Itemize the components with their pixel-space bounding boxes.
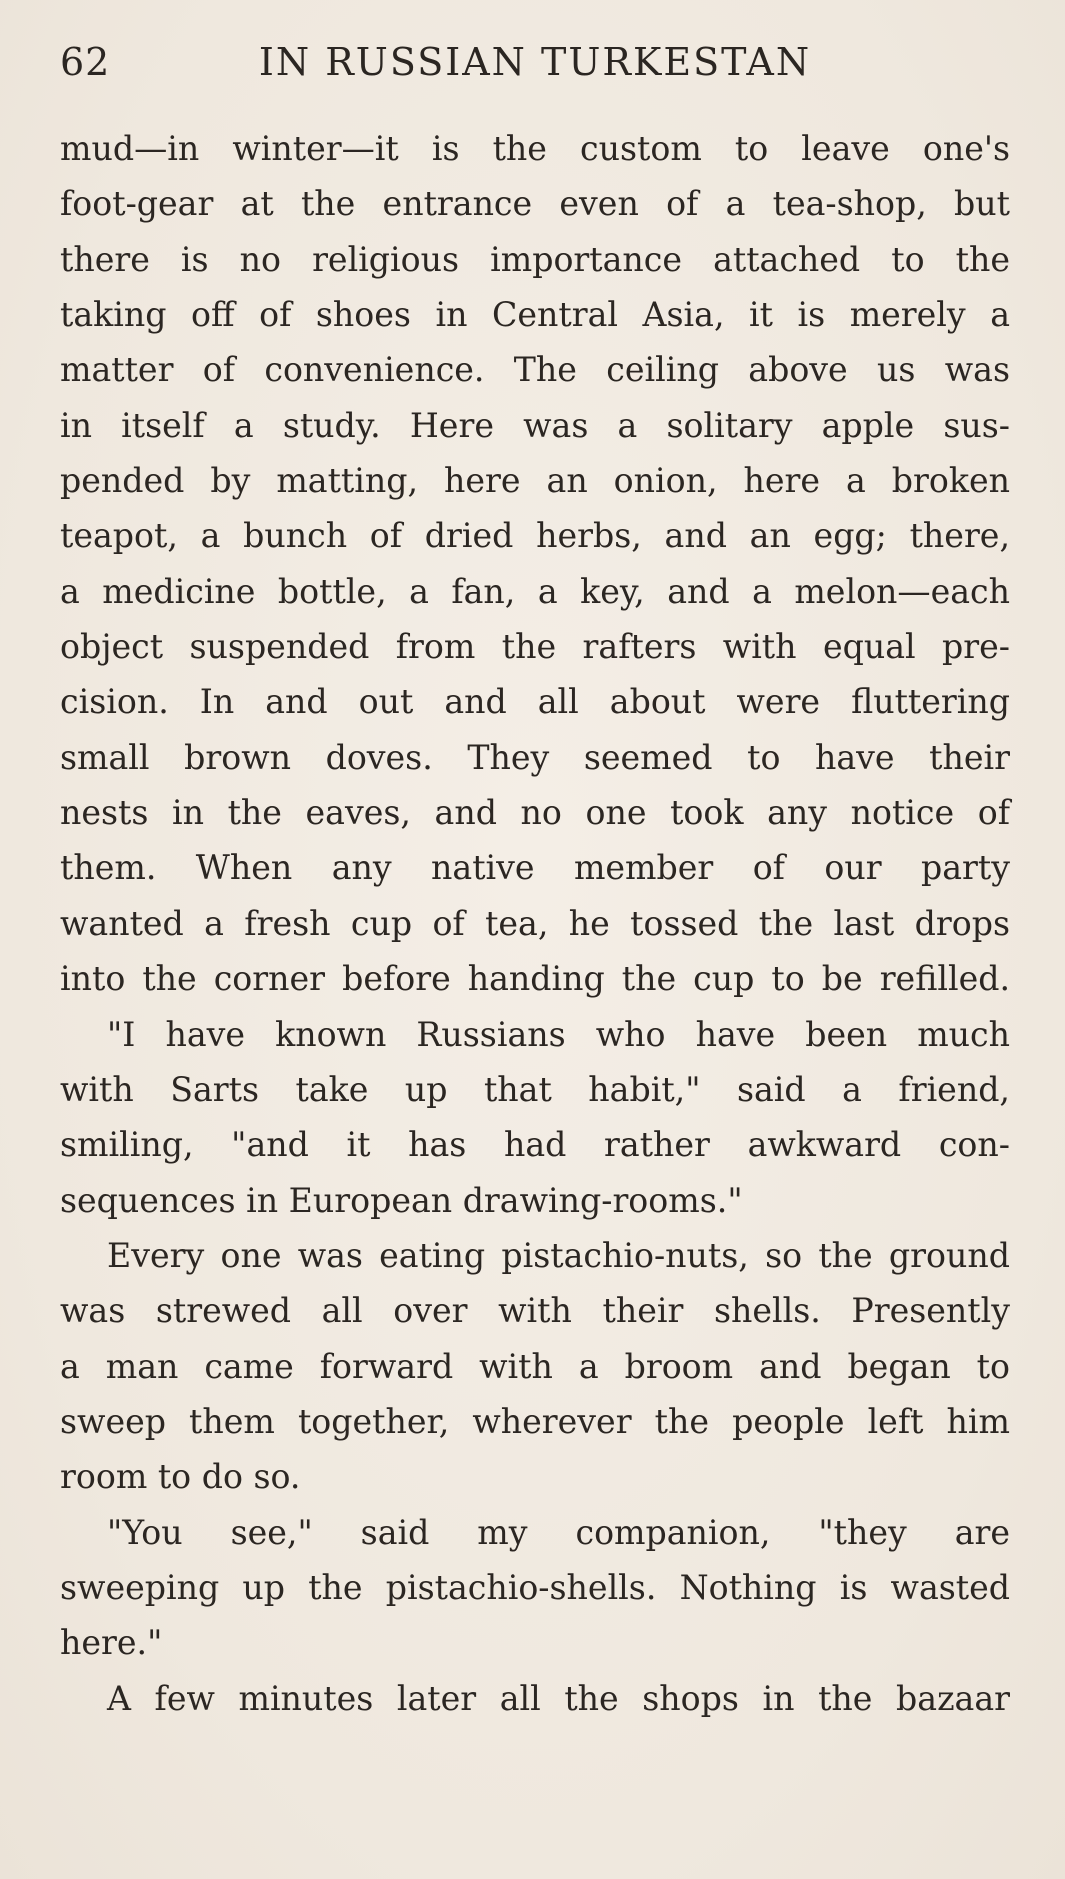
text-line: foot-gear at the entrance even of a tea-shop, but xyxy=(60,184,1010,224)
text-line: here." xyxy=(60,1623,163,1663)
text-line: nests in the eaves, and no one took any notice of xyxy=(60,793,1010,833)
text-line: sequences in European drawing-rooms." xyxy=(60,1180,743,1220)
text-line: A few minutes later all the shops in the bazaar xyxy=(107,1678,1010,1718)
text-line: into the corner before handing the cup to be refilled. xyxy=(60,959,1010,999)
text-line: a man came forward with a broom and began to xyxy=(60,1346,1010,1386)
text-line: "You see," said my companion, "they are xyxy=(107,1512,1010,1552)
text-line: taking off of shoes in Central Asia, it is merely a xyxy=(60,295,1010,335)
text-line: mud—in winter—it is the custom to leave one's xyxy=(60,129,1010,168)
text-line: there is no religious importance attached to the xyxy=(60,239,1010,279)
text-line: them. When any native member of our party xyxy=(60,848,1010,888)
text-line: wanted a fresh cup of tea, he tossed the last drops xyxy=(60,903,1010,943)
text-line: small brown doves. They seemed to have their xyxy=(60,737,1010,777)
text-line: sweeping up the pistachio-shells. Nothing is wasted xyxy=(60,1567,1010,1607)
text-line: was strewed all over with their shells. Presently xyxy=(60,1291,1010,1331)
text-line: "I have known Russians who have been much xyxy=(107,1014,1010,1054)
text-line: room to do so. xyxy=(60,1457,301,1497)
text-line: cision. In and out and all about were fluttering xyxy=(60,682,1010,722)
text-line: pended by matting, here an onion, here a broken xyxy=(60,461,1010,501)
page-number: 62 xyxy=(60,40,111,84)
page-header xyxy=(60,32,1010,92)
text-line: smiling, "and it has had rather awkward con- xyxy=(60,1125,1010,1165)
text-line: Every one was eating pistachio-nuts, so the ground xyxy=(107,1235,1010,1275)
text-line: a medicine bottle, a fan, a key, and a melon—each xyxy=(60,571,1010,611)
text-line: matter of convenience. The ceiling above us was xyxy=(60,350,1010,390)
text-line: object suspended from the rafters with equal pre- xyxy=(60,627,1010,667)
text-line: sweep them together, wherever the people left him xyxy=(60,1401,1010,1441)
text-line: teapot, a bunch of dried herbs, and an egg; there, xyxy=(60,516,1010,556)
running-head: IN RUSSIAN TURKESTAN xyxy=(258,40,812,84)
text-line: in itself a study. Here was a solitary apple sus- xyxy=(60,405,1010,445)
text-line: with Sarts take up that habit," said a friend, xyxy=(60,1069,1010,1109)
body-text xyxy=(60,121,1010,1726)
